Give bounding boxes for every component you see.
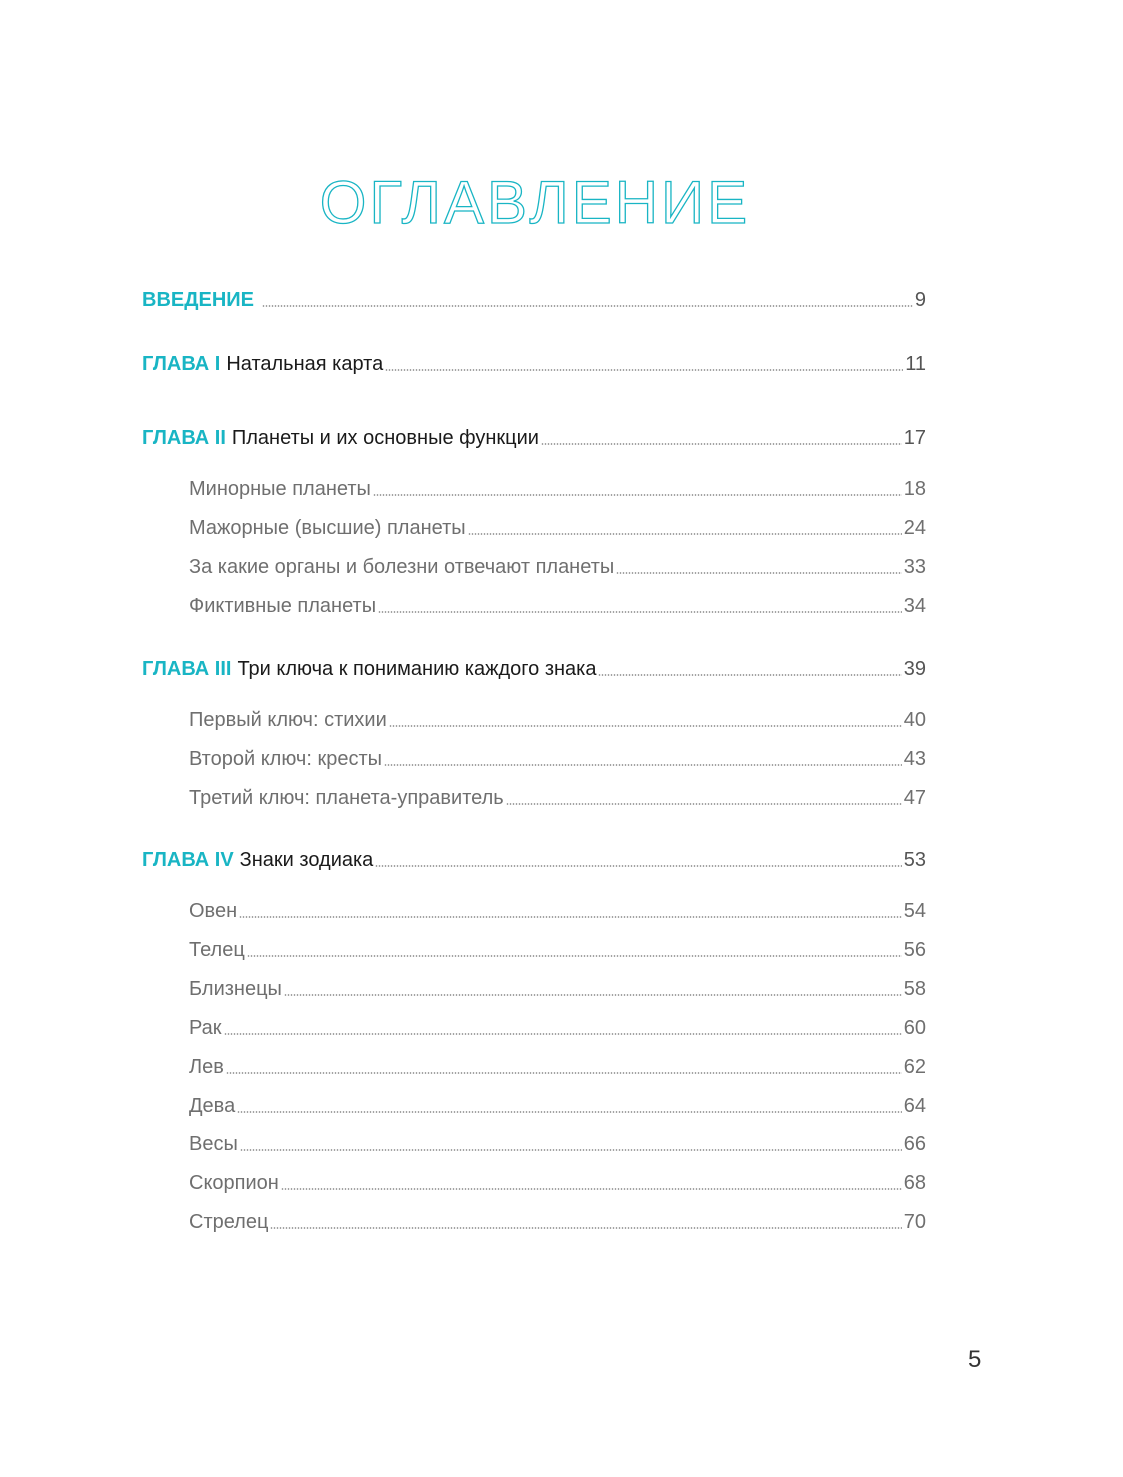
toc-entry-introduction[interactable]: [142, 286, 926, 314]
section-title: Фиктивные планеты: [189, 595, 377, 617]
toc-entry-section[interactable]: [189, 897, 926, 925]
chapter-prefix: ГЛАВА IV: [142, 849, 234, 871]
page-number: 40: [903, 709, 926, 731]
page-number: 17: [903, 427, 926, 449]
dot-leader: [375, 865, 901, 867]
dot-leader: [270, 1227, 901, 1229]
section-title: Рак: [189, 1017, 222, 1039]
page-number: 33: [903, 556, 926, 578]
chapter-title: Натальная карта: [226, 353, 384, 375]
dot-leader: [373, 494, 902, 496]
dot-leader: [598, 674, 901, 676]
toc-entry-section[interactable]: [189, 975, 926, 1003]
chapter-prefix: ГЛАВА III: [142, 658, 232, 680]
toc-entry-section[interactable]: [189, 1092, 926, 1120]
page-number: 64: [903, 1095, 926, 1117]
dot-leader: [239, 916, 902, 918]
page-number: 58: [903, 978, 926, 1000]
section-title: За какие органы и болезни отвечают планеты: [189, 556, 615, 578]
page-number: 66: [903, 1133, 926, 1155]
section-title: Второй ключ: кресты: [189, 748, 382, 770]
section-title: Дева: [189, 1095, 236, 1117]
folio-page-number: 5: [968, 1346, 982, 1373]
chapter-title: Три ключа к пониманию каждого знака: [237, 658, 597, 680]
section-title: Весы: [189, 1133, 238, 1155]
toc-entry-chapter-1[interactable]: [142, 350, 926, 378]
dot-leader: [262, 305, 913, 307]
page-number: 62: [903, 1056, 926, 1078]
section-title: Овен: [189, 900, 238, 922]
dot-leader: [541, 443, 902, 445]
dot-leader: [385, 369, 903, 371]
page-number: 43: [903, 748, 926, 770]
dot-leader: [237, 1111, 902, 1113]
dot-leader: [389, 725, 902, 727]
toc-entry-section[interactable]: [189, 745, 926, 773]
chapter-title: Планеты и их основные функции: [231, 427, 539, 449]
dot-leader: [378, 611, 902, 613]
page-number: 60: [903, 1017, 926, 1039]
toc-entry-section[interactable]: [189, 936, 926, 964]
toc-entry-section[interactable]: [189, 514, 926, 542]
toc-entry-section[interactable]: [189, 1130, 926, 1158]
section-title: Стрелец: [189, 1211, 269, 1233]
page-number: 24: [903, 517, 926, 539]
dot-leader: [468, 533, 902, 535]
section-title: Третий ключ: планета-управитель: [189, 787, 504, 809]
page-number: 53: [903, 849, 926, 871]
page-number: 47: [903, 787, 926, 809]
toc-entry-chapter-4[interactable]: [142, 846, 926, 874]
page-number: 54: [903, 900, 926, 922]
toc-entry-section[interactable]: [189, 592, 926, 620]
toc-entry-section[interactable]: [189, 475, 926, 503]
toc-entry-chapter-3[interactable]: [142, 655, 926, 683]
toc-entry-section[interactable]: [189, 1169, 926, 1197]
toc-entry-section[interactable]: [189, 553, 926, 581]
toc-entry-chapter-2[interactable]: [142, 424, 926, 452]
toc-entry-section[interactable]: [189, 1053, 926, 1081]
page-number: 34: [903, 595, 926, 617]
page-number: 39: [903, 658, 926, 680]
toc-entry-section[interactable]: [189, 1014, 926, 1042]
page-number: 11: [905, 353, 926, 375]
dot-leader: [281, 1188, 902, 1190]
page-number: 68: [903, 1172, 926, 1194]
section-title: Мажорные (высшие) планеты: [189, 517, 466, 539]
chapter-title: Знаки зодиака: [239, 849, 374, 871]
section-title: Близнецы: [189, 978, 282, 1000]
dot-leader: [506, 803, 902, 805]
page-number: 56: [903, 939, 926, 961]
dot-leader: [247, 955, 902, 957]
toc-entry-section[interactable]: [189, 784, 926, 812]
section-title: Телец: [189, 939, 245, 961]
chapter-prefix: ГЛАВА I: [142, 353, 221, 375]
toc-entry-section[interactable]: [189, 706, 926, 734]
dot-leader: [226, 1072, 902, 1074]
page-number: 18: [903, 478, 926, 500]
section-title: Лев: [189, 1056, 224, 1078]
intro-label: ВВЕДЕНИЕ: [142, 289, 254, 311]
page-title: ОГЛАВЛЕНИЕ: [319, 169, 751, 236]
dot-leader: [240, 1149, 902, 1151]
dot-leader: [616, 572, 902, 574]
dot-leader: [224, 1033, 902, 1035]
section-title: Скорпион: [189, 1172, 279, 1194]
dot-leader: [384, 764, 902, 766]
toc-entry-section[interactable]: [189, 1208, 926, 1236]
section-title: Первый ключ: стихии: [189, 709, 387, 731]
page-number: 70: [903, 1211, 926, 1233]
section-title: Минорные планеты: [189, 478, 371, 500]
page-number: 9: [914, 289, 926, 311]
dot-leader: [284, 994, 902, 996]
chapter-prefix: ГЛАВА II: [142, 427, 226, 449]
